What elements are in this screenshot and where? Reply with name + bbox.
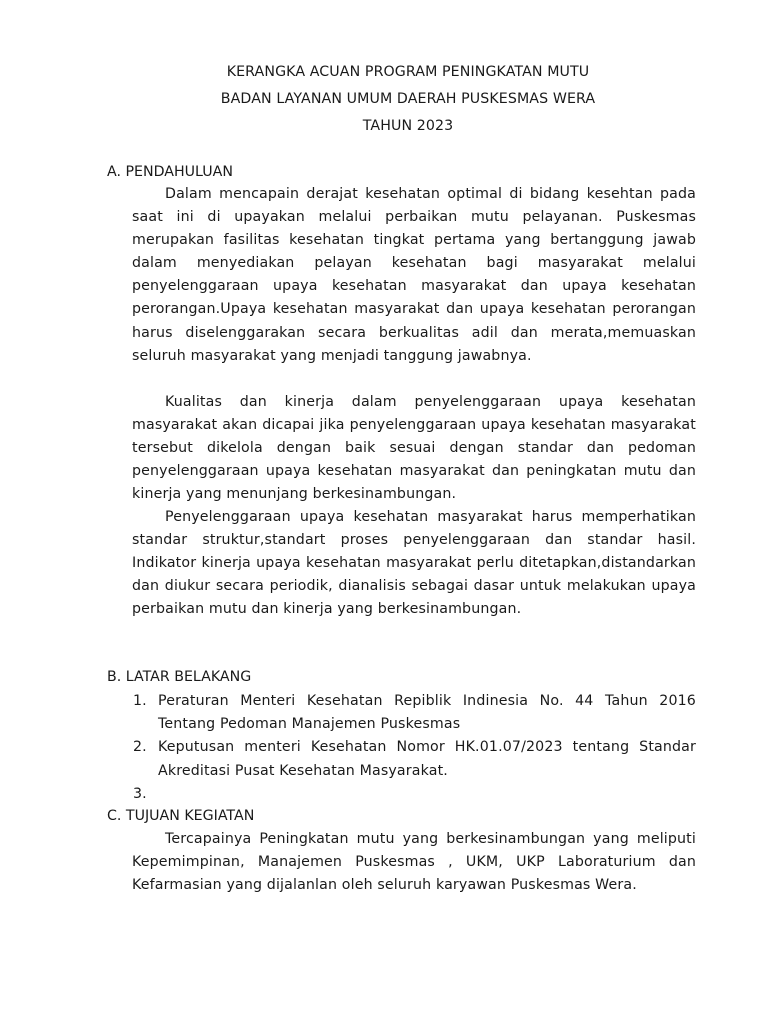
document-title-line-2: BADAN LAYANAN UMUM DAERAH PUSKESMAS WERA bbox=[220, 91, 596, 107]
section-c-paragraph-1: Tercapainya Peningkatan mutu yang berkesinambungan yang meliputi Kepemimpinan, Manajemen Puskesmas , UKM, UKP Laboraturium dan Kefarmasian yang dijalanlan oleh seluruh karyawan Puskesmas Wera. bbox=[132, 831, 696, 894]
list-item-number: 2. bbox=[133, 739, 147, 756]
section-b-heading: B. LATAR BELAKANG bbox=[107, 669, 252, 685]
list-item bbox=[133, 690, 696, 736]
list-item bbox=[133, 736, 696, 782]
section-a-heading: A. PENDAHULUAN bbox=[107, 164, 233, 180]
section-b-list bbox=[133, 690, 696, 802]
section-c-heading: C. TUJUAN KEGIATAN bbox=[107, 808, 255, 824]
list-item-text: Keputusan menteri Kesehatan Nomor HK.01.07/2023 tentang Standar Akreditasi Pusat Kesehatan Masyarakat. bbox=[158, 739, 696, 779]
document-title-line-3: TAHUN 2023 bbox=[362, 118, 454, 134]
section-a-paragraph-3: Penyelenggaraan upaya kesehatan masyarakat harus memperhatikan standar struktur,standart proses penyelenggaraan dan standar hasil. Indikator kinerja upaya kesehatan masyarakat perlu ditetapkan,distandarkan dan diukur secara periodik, dianalisis sebagai dasar untuk melakukan upaya perbaikan mutu dan kinerja yang berkesinambungan. bbox=[132, 509, 696, 618]
list-item-number: 1. bbox=[133, 693, 147, 709]
section-a-paragraph-2: Kualitas dan kinerja dalam penyelenggaraan upaya kesehatan masyarakat akan dicapai jika penyelenggaraan upaya kesehatan masyarakat tersebut dikelola dengan baik sesuai dengan standar dan pedoman penyelenggaraan upaya kesehatan masyarakat dan peningkatan mutu dan kinerja yang menunjang berkesinambungan. bbox=[132, 394, 696, 503]
list-item-text: Peraturan Menteri Kesehatan Repiblik Indinesia No. 44 Tahun 2016 Tentang Pedoman Manajemen Puskesmas bbox=[158, 693, 696, 733]
section-a-paragraph-1: Dalam mencapain derajat kesehatan optimal di bidang kesehtan pada saat ini di upayakan melalui perbaikan mutu pelayanan. Puskesmas merupakan fasilitas kesehatan tingkat pertama yang bertanggung jawab dalam menyediakan pelayan kesehatan bagi masyarakat melalui penyelenggaraan upaya kesehatan masyarakat dan upaya kesehatan perorangan.Upaya kesehatan masyarakat dan upaya kesehatan perorangan harus diselenggarakan secara berkualitas adil dan merata,memuaskan seluruh masyarakat yang menjadi tanggung jawabnya. bbox=[132, 186, 696, 364]
document-title-line-1: KERANGKA ACUAN PROGRAM PENINGKATAN MUTU bbox=[226, 64, 590, 80]
list-item-number: 3. bbox=[133, 785, 147, 802]
